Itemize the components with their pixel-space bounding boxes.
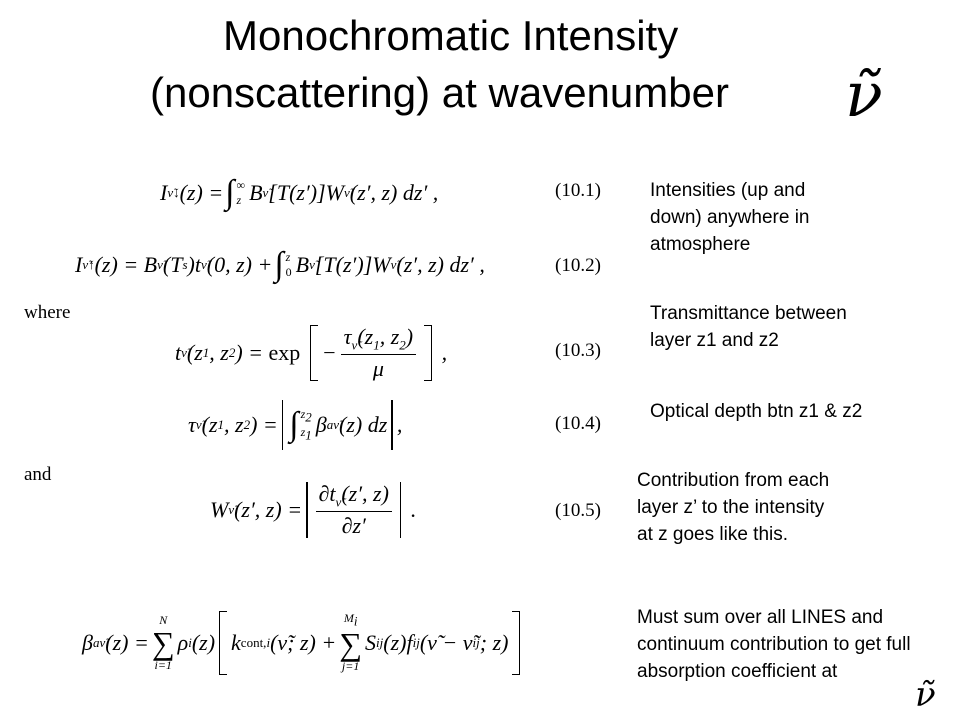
equation-number-10-1: (10.1) bbox=[555, 180, 601, 201]
note-contribution: Contribution from each layer z’ to the intensity at z goes like this. bbox=[637, 470, 830, 545]
equation-10-5: W ν̃ (z′, z) = $\frac{\partial t_{\nũ}(z', z)}{\partial z'}$ . bbox=[210, 480, 417, 539]
equation-number-10-5: (10.5) bbox=[555, 500, 601, 521]
equation-number-10-3: (10.3) bbox=[555, 340, 601, 361]
slide-title-line1: Monochromatic Intensity bbox=[223, 12, 679, 59]
equation-10-3: t ν̃ (z 1 , z 2 ) = exp − $\frac{\tau_{\nũ}(z_1, z_2)}{\mu}$ , bbox=[175, 323, 448, 382]
note-must-sum: Must sum over all LINES and continuum contribution to get full absorption coefficient at bbox=[637, 607, 911, 682]
word-and: and bbox=[24, 464, 52, 485]
equation-10-1: I ν̃ ↓ (z) = ∫ ∞ z B ν̃ [T(z′)]W ν̃ (z′, z) dz′ , bbox=[160, 174, 439, 211]
wavenumber-symbol: ν̃ bbox=[845, 58, 883, 131]
slide-title-line2: (nonscattering) at wavenumber bbox=[150, 69, 729, 116]
equation-absorption-coefficient: β aν̃ (z) = N ∑ i=1 ρ i (z) k cont, i (ν̃; z) + $M_i$ ∑ j=1 S ij (z)f ij (ν̃ − ν̃ ij ; z) bbox=[82, 605, 524, 680]
note-transmittance: Transmittance between layer z1 and z2 bbox=[650, 303, 847, 351]
note-optical-depth: Optical depth btn z1 & z2 bbox=[650, 401, 863, 422]
wavenumber-symbol-small: ν̃ bbox=[915, 675, 936, 715]
equation-number-10-4: (10.4) bbox=[555, 413, 601, 434]
note-intensities: Intensities (up and down) anywhere in atmosphere bbox=[650, 180, 810, 255]
word-where: where bbox=[24, 302, 71, 323]
equation-10-4: τ ν̃ (z 1 , z 2 ) = ∫ $z_2$ $z_1$ β aν̃ (z) dz , bbox=[188, 395, 402, 455]
equation-10-2: I ν̃ ↑ (z) = B ν̃ (T s )t ν̃ (0, z) + ∫ z 0 B ν̃ [T(z′)]W ν̃ (z′, z) dz′ , bbox=[75, 246, 485, 283]
equation-number-10-2: (10.2) bbox=[555, 255, 601, 276]
